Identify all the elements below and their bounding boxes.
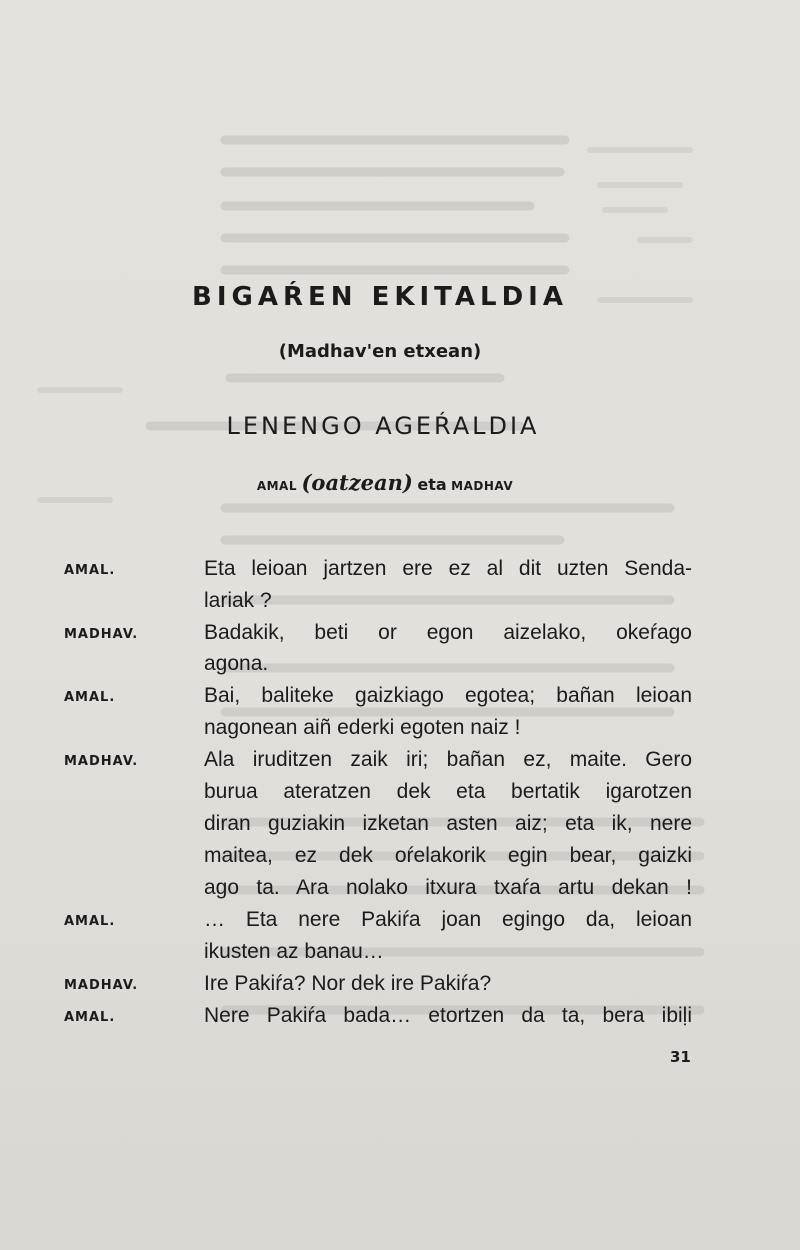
speaker-label: AMAL. [64, 563, 116, 578]
cast-conjunction: eta [417, 475, 447, 494]
dialogue-line: burua ateratzen dek eta bertatik igarotzen [204, 780, 692, 803]
dialogue-line: lariak ? [204, 589, 272, 612]
dialogue-line: agona. [204, 652, 269, 675]
speaker-label: MADHAV. [64, 627, 139, 642]
dialogue-line: Ire Pakiŕa? Nor dek ire Pakiŕa? [204, 972, 492, 995]
scene-setting: (Madhav'en etxean) [278, 341, 482, 362]
dialogue-line: Badakik, beti or egon aizelako, okeŕago [204, 621, 692, 644]
speaker-label: AMAL. [64, 690, 116, 705]
speaker-label: AMAL. [64, 1010, 116, 1025]
dialogue-line: diran guziakin izketan asten aiz; eta ik, nere [204, 812, 692, 835]
cast-first-character: AMAL [256, 479, 297, 493]
dialogue-line: Eta leioan jartzen ere ez al dit uzten Senda- [204, 557, 692, 580]
cast-second-character: MADHAV [451, 479, 514, 493]
dialogue-line: ago ta. Ara nolako itxura txaŕa artu dekan ! [204, 876, 692, 899]
dialogue-line: Ala iruditzen zaik iri; bañan ez, maite. Gero [204, 748, 692, 771]
cast-line [0, 470, 770, 495]
act-title: BIGAŔEN EKITALDIA [192, 282, 568, 312]
dialogue-line: maitea, ez dek oŕelakorik egin bear, gaizki [204, 844, 692, 867]
scene-title: LENENGO AGEŔALDIA [226, 412, 540, 440]
speaker-label: MADHAV. [64, 978, 139, 993]
speaker-label: MADHAV. [64, 754, 139, 769]
dialogue-line: Bai, baliteke gaizkiago egotea; bañan leioan [204, 684, 692, 707]
speaker-label: AMAL. [64, 914, 116, 929]
dialogue-line: ikusten az banau… [204, 940, 384, 963]
dialogue-line: … Eta nere Pakiŕa joan egingo da, leioan [204, 908, 692, 931]
page-number: 31 [670, 1048, 691, 1066]
stage-direction: (oatzean) [301, 470, 413, 495]
dialogue-line: nagonean aiñ ederki egoten naiz ! [204, 716, 521, 739]
dialogue-line: Nere Pakiŕa bada… etortzen da ta, bera ibiḷi [204, 1004, 692, 1027]
